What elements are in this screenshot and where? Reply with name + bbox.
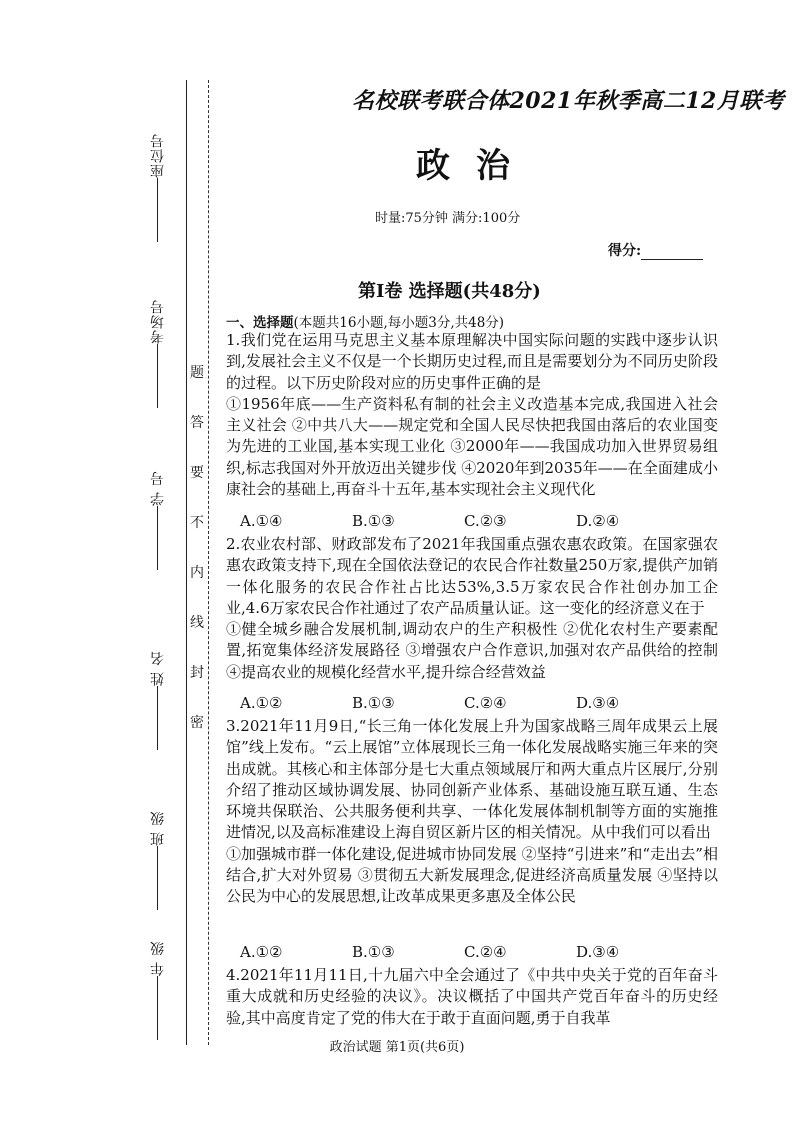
option-c[interactable]: C.②④ xyxy=(464,943,507,961)
question-statements: ①加强城市群一体化建设,促进城市协同发展 ②坚持“引进来”和“走出去”相结合,扩大对外贸易 ③贯彻五大新发展理念,促进经济高质量发展 ④坚持以公民为中心的发展思想,让改革成果更多惠及全体公民 xyxy=(226,844,718,906)
question-3 xyxy=(226,716,718,908)
score-label: 得分: xyxy=(608,243,642,259)
field-label: 考场号 xyxy=(150,299,166,344)
question-1-options xyxy=(240,512,688,530)
question-2-options xyxy=(240,694,688,712)
field-label: 座位号 xyxy=(150,133,166,178)
option-d[interactable]: D.②④ xyxy=(576,512,620,530)
question-2 xyxy=(226,534,718,683)
question-1 xyxy=(226,330,718,500)
option-b[interactable]: B.①③ xyxy=(352,512,395,530)
seal-warning-char: 密 xyxy=(190,715,204,731)
binding-solid-line xyxy=(186,80,187,1045)
seal-warning-char: 不 xyxy=(190,515,204,531)
field-label: 年 级 xyxy=(150,940,166,976)
page-footer: 政治试题 第1页(共6页) xyxy=(329,1040,465,1055)
option-c[interactable]: C.②④ xyxy=(464,694,507,712)
seal-warning-char: 题 xyxy=(190,365,204,381)
option-d[interactable]: D.③④ xyxy=(576,943,620,961)
section-instructions-body: (本题共16小题,每小题3分,共48分) xyxy=(293,315,505,331)
seal-warning-char: 内 xyxy=(190,565,204,581)
score-blank[interactable] xyxy=(641,259,703,260)
option-a[interactable]: A.①② xyxy=(240,943,283,961)
seal-warning-char: 封 xyxy=(190,665,204,681)
question-stem: 2.农业农村部、财政部发布了2021年我国重点强农惠农政策。在国家强农惠农政策支持下,现在全国依法登记的农民合作社数量250万家,提供产加销一体化服务的农民合作社占比达53%,3.5万家农民合作社创办加工企业,4.6万家农民合作社通过了农产品质量认证。这一变化的经济意义在于 xyxy=(226,535,718,617)
question-stem: 1.我们党在运用马克思主义基本原理解决中国实际问题的实践中逐步认识到,发展社会主义不仅是一个长期历史过程,而且是需要划分为不同历史阶段的过程。以下历史阶段对应的历史事件正确的是 xyxy=(226,331,718,392)
section-instructions xyxy=(226,311,504,331)
option-a[interactable]: A.①② xyxy=(240,694,283,712)
question-stem: 4.2021年11月11日,十九届六中全会通过了《中共中央关于党的百年奋斗重大成就和历史经验的决议》。决议概括了中国共产党百年奋斗的历史经验,其中高度肯定了党的伟大在于敢于直面问题,勇于自我革 xyxy=(226,966,718,1027)
question-4 xyxy=(226,965,718,1029)
binding-margin xyxy=(0,0,215,1060)
class-field xyxy=(148,770,168,910)
question-3-options xyxy=(240,943,688,961)
field-label: 姓 名 xyxy=(150,650,166,686)
question-stem: 3.2021年11月9日,“长三角一体化发展上升为国家战略三周年成果云上展馆”线上发布。“云上展馆”立体展现长三角一体化发展战略实施三年来的突出成就。其核心和主体部分是七大重点领域展厅和两大重点片区展厅,分别介绍了推动区域协调发展、协同创新产业体系、基础设施互联互通、生态环境共保联治、公共服务便利共享、一体化发展体制机制等方面的实施推进情况,以及高标准建设上海自贸区新片区的相关情况。从中我们可以看出 xyxy=(226,717,718,842)
option-a[interactable]: A.①④ xyxy=(240,512,283,530)
seat-number-field xyxy=(148,92,168,242)
option-b[interactable]: B.①③ xyxy=(352,694,395,712)
field-label: 学 号 xyxy=(150,470,166,506)
option-b[interactable]: B.①③ xyxy=(352,943,395,961)
question-statements: ①1956年底——生产资料私有制的社会主义改造基本完成,我国进入社会主义社会 ②中共八大——规定党和全国人民尽快把我国由落后的农业国变为先进的工业国,基本实现工业化 ③2000年——我国成功加入世界贸易组织,标志我国对外开放迈出关键步伐 ④2020年到2035年——在全面建成小康社会的基础上,再奋斗十五年,基本实现社会主义现代化 xyxy=(226,394,718,499)
time-and-score-info: 时量:75分钟 满分:100分 xyxy=(375,211,521,226)
seal-warning-char: 线 xyxy=(190,615,204,631)
option-c[interactable]: C.②③ xyxy=(464,512,507,530)
exam-room-field xyxy=(148,258,168,408)
grade-field xyxy=(148,940,168,1040)
exam-title: 名校联考联合体2021年秋季高二12月联考 xyxy=(352,88,785,114)
binding-dashed-line xyxy=(208,80,209,1045)
name-field xyxy=(148,600,168,750)
student-id-field xyxy=(148,420,168,570)
question-statements: ①健全城乡融合发展机制,调动农户的生产积极性 ②优化农村生产要素配置,拓宽集体经济发展路径 ③增强农户合作意识,加强对农产品供给的控制 ④提高农业的规模化经营水平,提升综合经营效益 xyxy=(226,620,718,681)
seal-warning-char: 要 xyxy=(190,465,204,481)
subject-title: 政治 xyxy=(416,146,536,186)
score-field xyxy=(608,240,703,260)
option-d[interactable]: D.③④ xyxy=(576,694,620,712)
section-title: 第Ⅰ卷 选择题(共48分) xyxy=(358,281,541,302)
seal-warning-char: 答 xyxy=(190,415,204,431)
section-instructions-head: 一、选择题 xyxy=(226,315,294,331)
field-label: 班 级 xyxy=(150,810,166,846)
